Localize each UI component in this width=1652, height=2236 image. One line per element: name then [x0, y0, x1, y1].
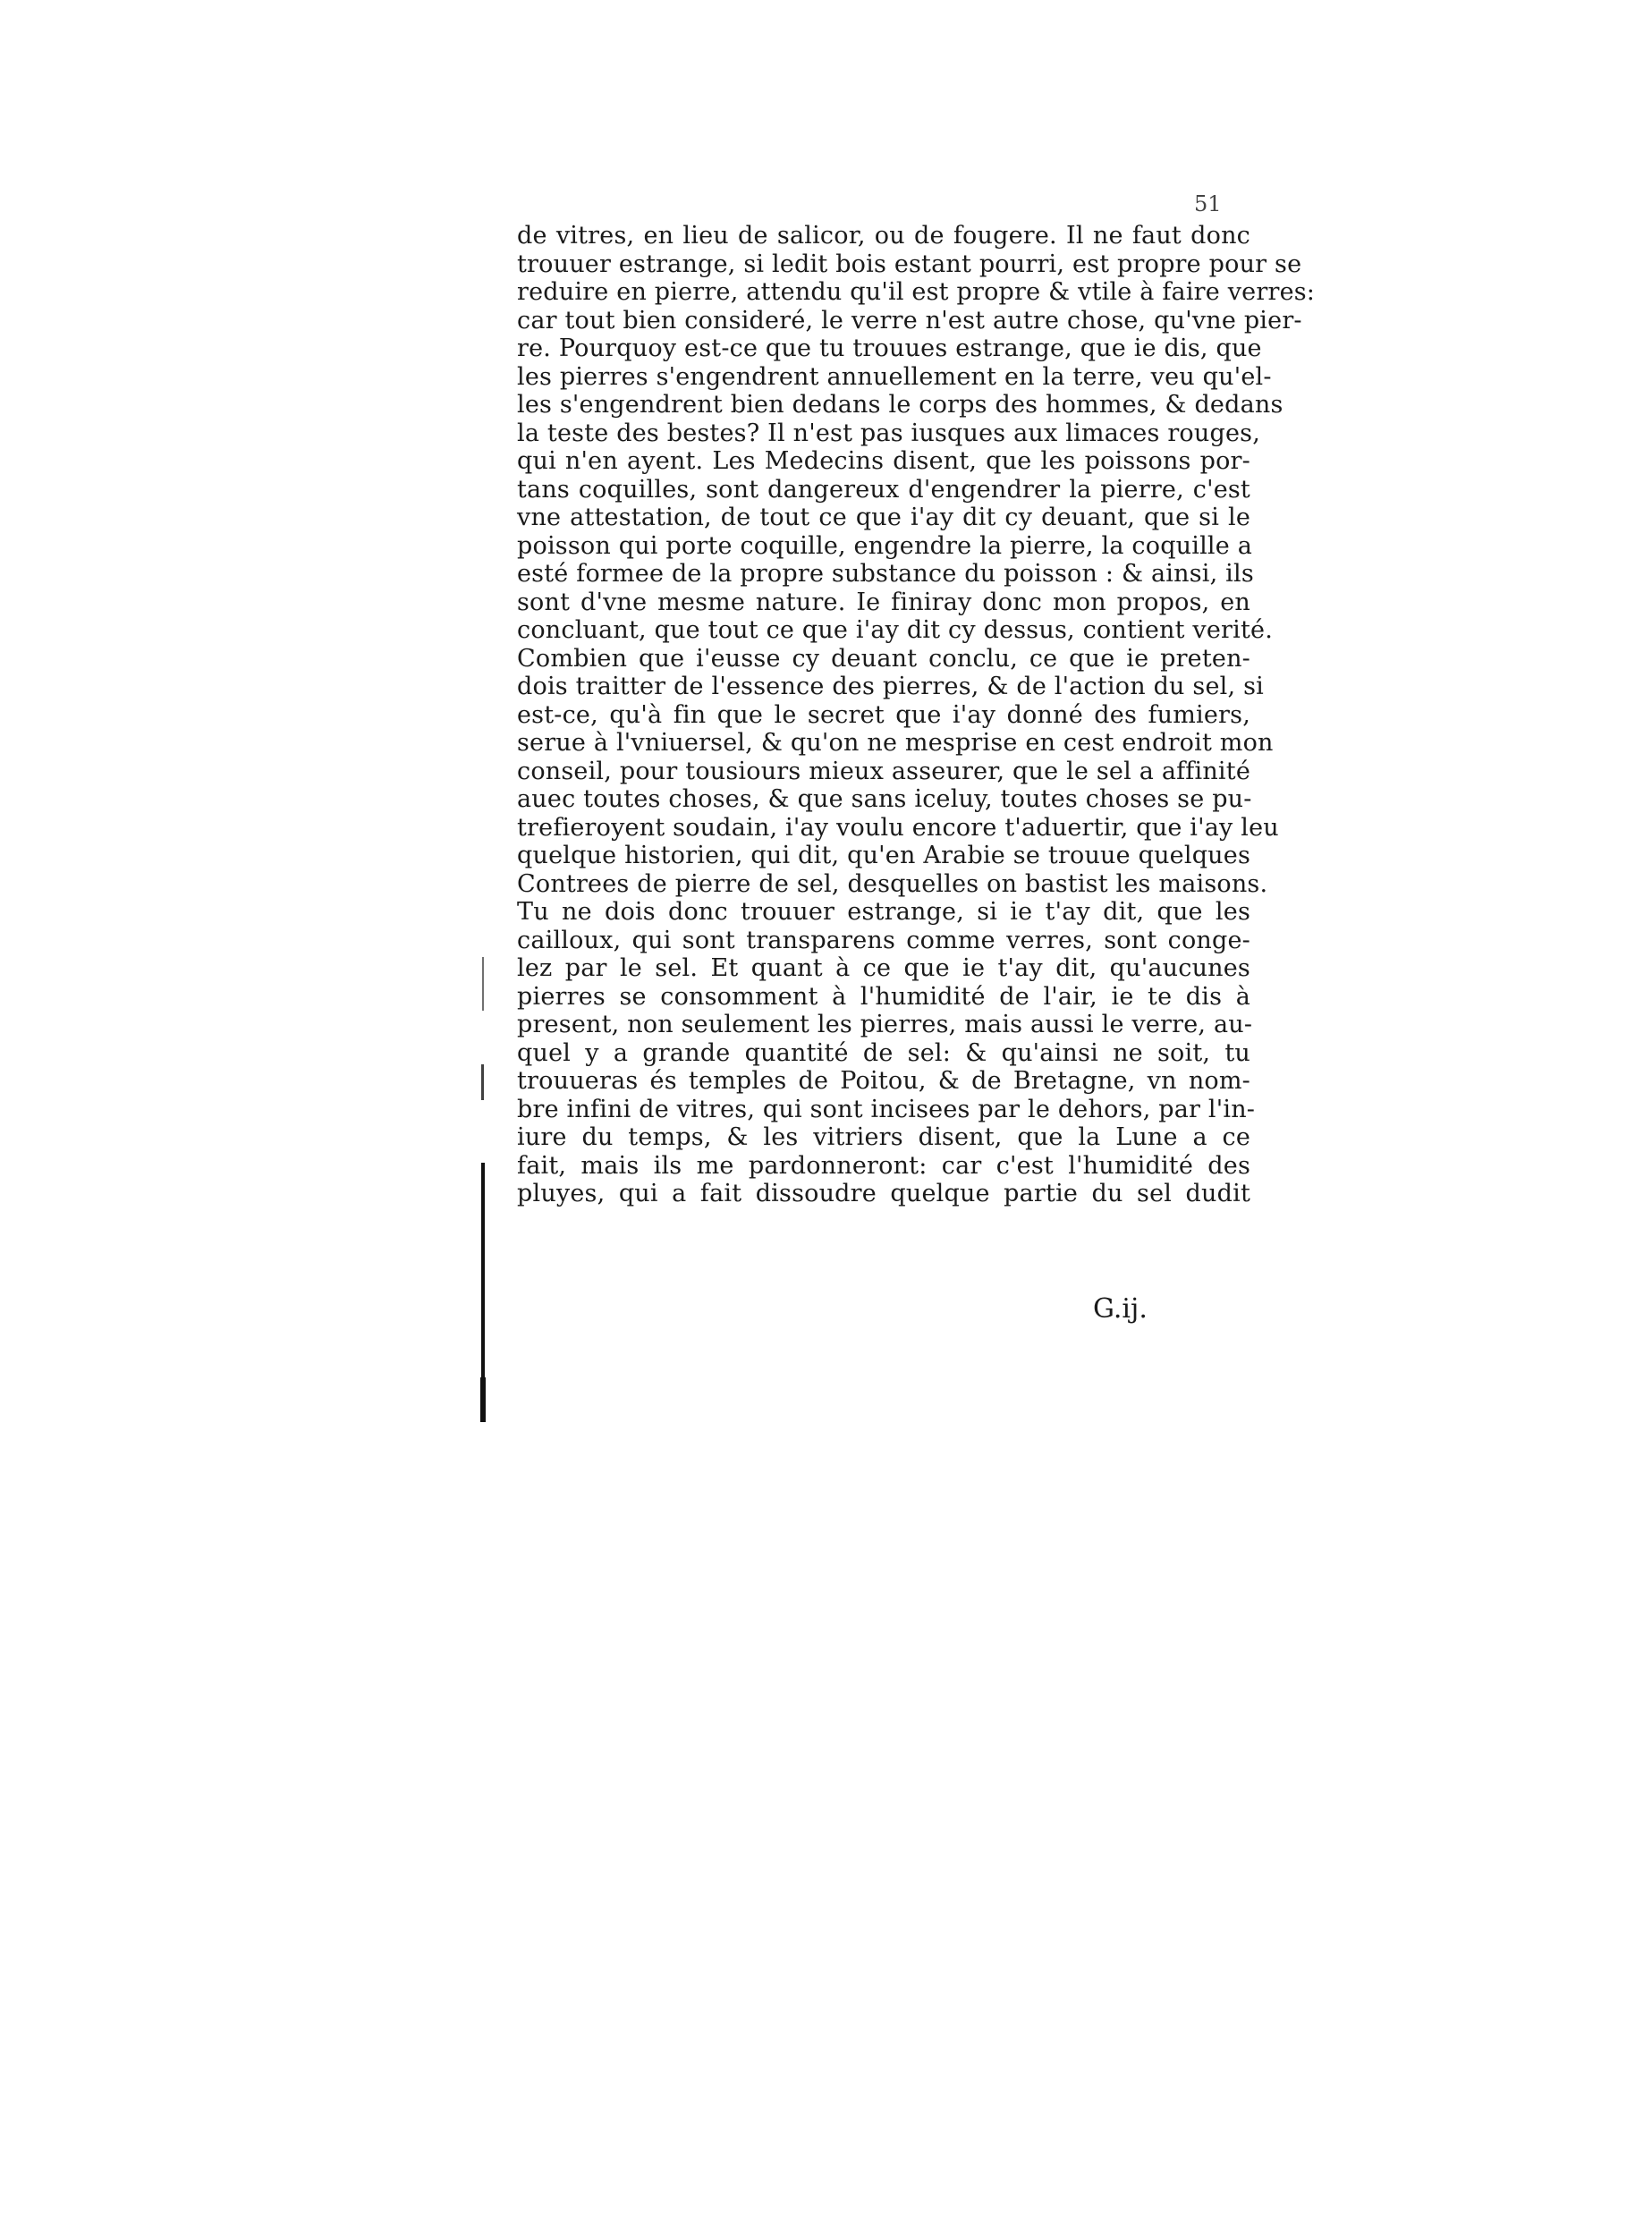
text-line: Combien que i'eusse cy deuant conclu, ce que ie preten-	[517, 644, 1250, 673]
text-line: present, non seulement les pierres, mais aussi le verre, au-	[517, 1011, 1253, 1038]
text-line: trouuer estrange, si ledit bois estant pourri, est propre pour se	[517, 250, 1302, 278]
text-line: les pierres s'engendrent annuellement en la terre, veu qu'el-	[517, 362, 1272, 391]
text-line: pluyes, qui a fait dissoudre quelque partie du sel dudit	[517, 1180, 1250, 1207]
text-line: quel y a grande quantité de sel: & qu'ainsi ne soit, tu	[517, 1038, 1250, 1067]
text-line: Tu ne dois donc trouuer estrange, si ie t'ay dit, que les	[517, 898, 1250, 926]
text-line: sont d'vne mesme nature. Ie finiray donc mon propos, en	[517, 588, 1250, 616]
text-line: lez par le sel. Et quant à ce que ie t'ay dit, qu'aucunes	[517, 954, 1250, 982]
text-line: serue à l'vniuersel, & qu'on ne mesprise en cest endroit mon	[517, 729, 1274, 757]
text-line: trouueras és temples de Poitou, & de Bretagne, vn nom-	[517, 1067, 1250, 1095]
text-line: poisson qui porte coquille, engendre la pierre, la coquille a	[517, 531, 1253, 560]
text-line: auec toutes choses, & que sans iceluy, toutes choses se pu-	[517, 785, 1252, 813]
text-line: qui n'en ayent. Les Medecins disent, que les poissons por-	[517, 447, 1250, 475]
text-line: iure du temps, & les vitriers disent, que la Lune a ce	[517, 1123, 1250, 1151]
edge-stroke	[482, 957, 484, 1011]
edge-stroke	[481, 1064, 484, 1100]
text-line: reduire en pierre, attendu qu'il est propre & vtile à faire verres:	[517, 278, 1316, 306]
edge-stroke	[480, 1377, 486, 1422]
text-line: cailloux, qui sont transparens comme verres, sont conge-	[517, 926, 1250, 954]
text-line: conseil, pour tousiours mieux asseurer, que le sel a affinité	[517, 757, 1250, 785]
text-line: vne attestation, de tout ce que i'ay dit cy deuant, que si le	[517, 504, 1250, 531]
text-line: est-ce, qu'à fin que le secret que i'ay donné des fumiers,	[517, 700, 1250, 729]
binding-edge-shadow	[479, 957, 487, 1422]
text-line: la teste des bestes? Il n'est pas iusques aux limaces rouges,	[517, 419, 1260, 447]
body-text	[517, 222, 1316, 1208]
text-line: bre infini de vitres, qui sont incisees par le dehors, par l'in-	[517, 1095, 1256, 1123]
edge-stroke	[481, 1163, 485, 1377]
text-line: Contrees de pierre de sel, desquelles on bastist les maisons.	[517, 869, 1268, 898]
text-line: fait, mais ils me pardonneront: car c'est l'humidité des	[517, 1151, 1250, 1180]
text-line: dois traitter de l'essence des pierres, & de l'action du sel, si	[517, 673, 1264, 700]
text-line: de vitres, en lieu de salicor, ou de fougere. Il ne faut donc	[517, 222, 1250, 250]
text-line: re. Pourquoy est-ce que tu trouues estrange, que ie dis, que	[517, 335, 1262, 362]
text-line: trefieroyent soudain, i'ay voulu encore t'aduertir, que i'ay leu	[517, 813, 1279, 842]
signature-mark: G.ij.	[1093, 1293, 1148, 1325]
text-line: pierres se consomment à l'humidité de l'air, ie te dis à	[517, 982, 1250, 1011]
text-line: esté formee de la propre substance du poisson : & ainsi, ils	[517, 560, 1254, 588]
text-line: les s'engendrent bien dedans le corps des hommes, & dedans	[517, 391, 1283, 419]
text-line: concluant, que tout ce que i'ay dit cy dessus, contient verité.	[517, 616, 1274, 644]
text-line: tans coquilles, sont dangereux d'engendrer la pierre, c'est	[517, 475, 1250, 504]
text-line: quelque historien, qui dit, qu'en Arabie se trouue quelques	[517, 842, 1250, 869]
text-line: car tout bien consideré, le verre n'est autre chose, qu'vne pier-	[517, 306, 1302, 335]
page-number: 51	[1194, 191, 1222, 216]
